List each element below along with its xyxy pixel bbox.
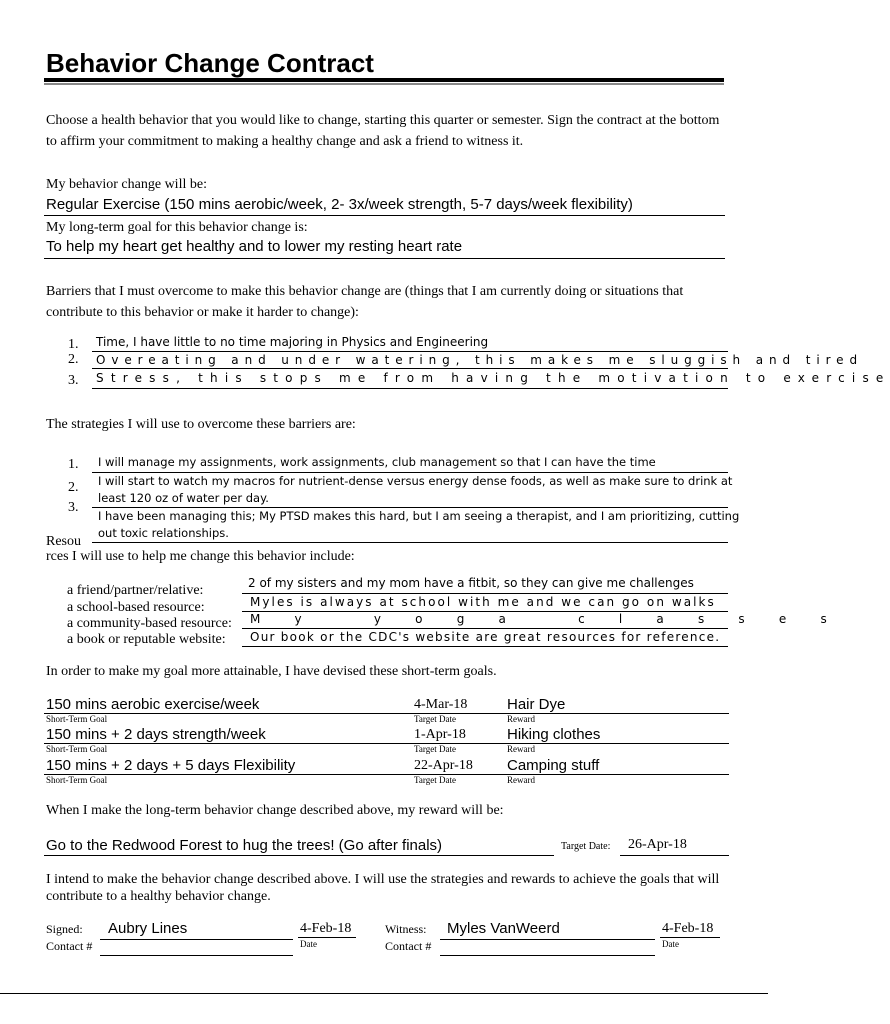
barrier-underline — [92, 368, 728, 369]
resource-label-book: a book or reputable website: — [67, 632, 226, 647]
intro-line-1: Choose a health behavior that you would like to change, starting this quarter or semester. Sign the contract at the bottom — [46, 113, 720, 128]
resource-value-school[interactable]: Myles is always at school with me and we can go on walks — [250, 595, 716, 609]
date-caption: Date — [662, 939, 679, 949]
strategy-underline — [92, 507, 728, 508]
short-term-date[interactable]: 1-Apr-18 — [414, 727, 466, 742]
commitment-line-2: contribute to a healthy behavior change. — [46, 889, 271, 904]
strategy-text[interactable]: I have been managing this; My PTSD makes this hard, but I am seeing a therapist, and I am prioritizing, cutting — [98, 509, 740, 523]
resource-value-book[interactable]: Our book or the CDC's website are great resources for reference. — [250, 630, 721, 644]
short-term-reward[interactable]: Hair Dye — [507, 696, 566, 713]
short-term-reward[interactable]: Camping stuff — [507, 757, 600, 774]
reward-caption: Reward — [507, 744, 535, 754]
behavior-label: My behavior change will be: — [46, 177, 207, 192]
resource-label-community: a community-based resource: — [67, 616, 232, 631]
intro-line-2: to affirm your commitment to making a healthy change and ask a friend to witness it. — [46, 134, 524, 149]
resources-intro-a: Resou — [46, 534, 81, 549]
barrier-number: 3. — [68, 373, 79, 388]
resource-underline — [242, 628, 728, 629]
short-term-goal[interactable]: 150 mins aerobic exercise/week — [46, 696, 260, 713]
barriers-intro-2: contribute to this behavior or make it harder to change): — [46, 305, 359, 320]
long-term-date-value[interactable]: 26-Apr-18 — [628, 837, 687, 852]
page-title: Behavior Change Contract — [46, 48, 374, 78]
short-term-reward[interactable]: Hiking clothes — [507, 726, 601, 743]
long-term-date-underline — [620, 855, 729, 856]
strategy-underline — [92, 472, 728, 473]
short-term-date[interactable]: 4-Mar-18 — [414, 697, 468, 712]
barriers-intro-1: Barriers that I must overcome to make this behavior change are (things that I am currently doing or situations that — [46, 284, 684, 299]
short-term-intro: In order to make my goal more attainable, I have devised these short-term goals. — [46, 664, 497, 679]
strategy-number: 2. — [68, 480, 79, 495]
title-divider — [44, 78, 724, 82]
short-term-goal-caption: Short-Term Goal — [46, 775, 108, 785]
barrier-number: 1. — [68, 337, 79, 352]
short-term-goal[interactable]: 150 mins + 2 days strength/week — [46, 726, 266, 743]
resource-underline — [242, 593, 728, 594]
strategy-number: 3. — [68, 500, 79, 515]
contact-underline — [100, 955, 293, 956]
goal-underline — [44, 258, 725, 259]
witness-name[interactable]: Myles VanWeerd — [447, 920, 560, 937]
long-term-reward-value[interactable]: Go to the Redwood Forest to hug the trees! (Go after finals) — [46, 837, 443, 854]
signed-date-underline — [298, 937, 356, 938]
short-term-goal-caption: Short-Term Goal — [46, 714, 108, 724]
strategy-underline — [92, 542, 728, 543]
short-term-underline — [44, 743, 729, 744]
behavior-value[interactable]: Regular Exercise (150 mins aerobic/week, 2- 3x/week strength, 5-7 days/week flexibility) — [46, 196, 633, 213]
barrier-text[interactable]: Time, I have little to no time majoring in Physics and Engineering — [96, 335, 489, 349]
strategy-text[interactable]: I will start to watch my macros for nutrient-dense versus energy dense foods, as well as make sure to drink at — [98, 474, 733, 488]
witness-date-underline — [660, 937, 720, 938]
reward-caption: Reward — [507, 775, 535, 785]
target-date-caption: Target Date — [414, 714, 456, 724]
resource-label-friend: a friend/partner/relative: — [67, 583, 204, 598]
barrier-number: 2. — [68, 352, 79, 367]
short-term-underline — [44, 774, 729, 775]
barrier-text[interactable]: Overeating and under watering, this makes me sluggish and tired — [96, 353, 863, 367]
contact-underline — [440, 955, 655, 956]
contact-label: Contact # — [385, 939, 432, 953]
date-caption: Date — [300, 939, 317, 949]
title-divider-shadow — [44, 83, 724, 85]
resource-value-community[interactable]: My yoga classes — [250, 612, 861, 626]
resources-intro-b: rces I will use to help me change this behavior include: — [46, 549, 355, 564]
short-term-goal[interactable]: 150 mins + 2 days + 5 days Flexibility — [46, 757, 296, 774]
signed-label: Signed: — [46, 922, 83, 936]
commitment-line-1: I intend to make the behavior change described above. I will use the strategies and rewards to achieve the goals that will — [46, 872, 720, 887]
strategy-number: 1. — [68, 457, 79, 472]
page-bottom-rule — [0, 993, 768, 994]
witness-label: Witness: — [385, 922, 427, 936]
strategy-text[interactable]: least 120 oz of water per day. — [98, 491, 269, 505]
witness-date[interactable]: 4-Feb-18 — [662, 921, 714, 936]
short-term-underline — [44, 713, 729, 714]
resource-value-friend[interactable]: 2 of my sisters and my mom have a fitbit, so they can give me challenges — [248, 576, 694, 590]
long-term-reward-underline — [44, 855, 554, 856]
behavior-underline — [44, 215, 725, 216]
barrier-text[interactable]: Stress, this stops me from having the motivation to exercise — [96, 371, 890, 385]
resource-underline — [242, 646, 728, 647]
short-term-goal-caption: Short-Term Goal — [46, 744, 108, 754]
signed-underline — [100, 939, 293, 940]
short-term-date[interactable]: 22-Apr-18 — [414, 758, 473, 773]
barrier-underline — [92, 351, 728, 352]
target-date-caption: Target Date — [414, 744, 456, 754]
goal-value[interactable]: To help my heart get healthy and to lower my resting heart rate — [46, 238, 463, 255]
witness-underline — [440, 939, 655, 940]
reward-caption: Reward — [507, 714, 535, 724]
target-date-caption: Target Date — [414, 775, 456, 785]
long-term-reward-intro: When I make the long-term behavior change described above, my reward will be: — [46, 803, 504, 818]
strategy-text[interactable]: I will manage my assignments, work assignments, club management so that I can have the time — [98, 455, 656, 469]
signed-name[interactable]: Aubry Lines — [108, 920, 188, 937]
strategies-intro: The strategies I will use to overcome these barriers are: — [46, 417, 356, 432]
resource-label-school: a school-based resource: — [67, 600, 205, 615]
contact-label: Contact # — [46, 939, 93, 953]
barrier-underline — [92, 388, 728, 389]
long-term-date-label: Target Date: — [561, 841, 611, 852]
signed-date[interactable]: 4-Feb-18 — [300, 921, 352, 936]
goal-label: My long-term goal for this behavior change is: — [46, 220, 308, 235]
strategy-text[interactable]: out toxic relationships. — [98, 526, 229, 540]
